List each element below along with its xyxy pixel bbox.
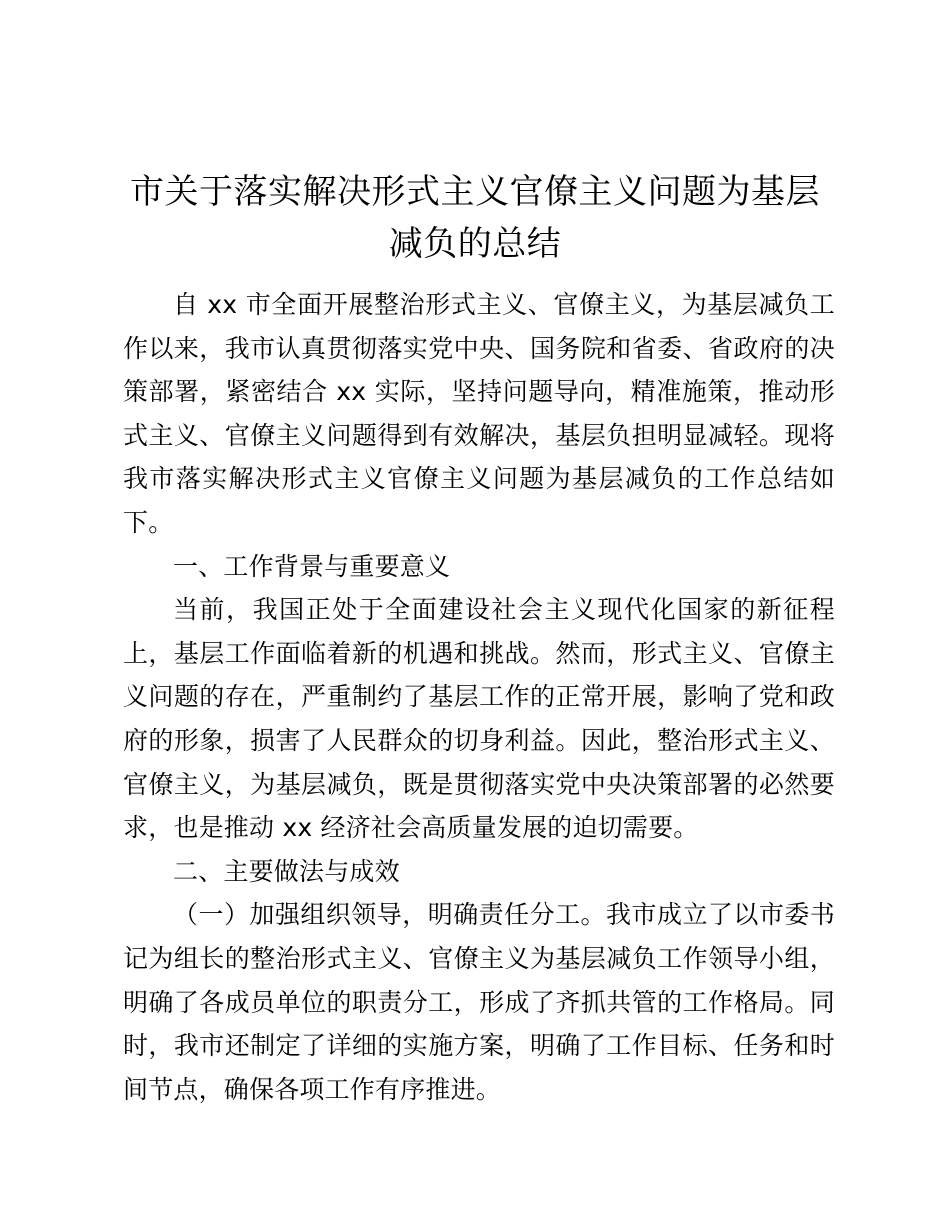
document-title-line-2: 减负的总结 <box>388 224 562 264</box>
intro-paragraph: 自 xx 市全面开展整治形式主义、官僚主义，为基层减负工作以来，我市认真贯彻落实党中央、国务院和省委、省政府的决策部署，紧密结合 xx 实际，坚持问题导向，精准施策，推动形式主义、官僚主义问题得到有效解决，基层负担明显减轻。现将我市落实解决形式主义官僚主义问题为基层减负的工作总结如下。 <box>123 290 835 537</box>
section-heading-measures: 二、主要做法与成效 <box>173 856 400 886</box>
background-paragraph: 当前，我国正处于全面建设社会主义现代化国家的新征程上，基层工作面临着新的机遇和挑战。然而，形式主义、官僚主义问题的存在，严重制约了基层工作的正常开展，影响了党和政府的形象，损害了人民群众的切身利益。因此，整治形式主义、官僚主义，为基层减负，既是贯彻落实党中央决策部署的必然要求，也是推动 xx 经济社会高质量发展的迫切需要。 <box>123 595 835 843</box>
document-title-line-1: 市关于落实解决形式主义官僚主义问题为基层 <box>130 172 820 212</box>
document-title <box>100 166 850 270</box>
document-body <box>123 283 835 1111</box>
section-heading-background: 一、工作背景与重要意义 <box>173 551 451 581</box>
measures-paragraph-1: （一）加强组织领导，明确责任分工。我市成立了以市委书记为组长的整治形式主义、官僚主义为基层减负工作领导小组，明确了各成员单位的职责分工，形成了齐抓共管的工作格局。同时，我市还制定了详细的实施方案，明确了工作目标、任务和时间节点，确保各项工作有序推进。 <box>123 900 835 1104</box>
